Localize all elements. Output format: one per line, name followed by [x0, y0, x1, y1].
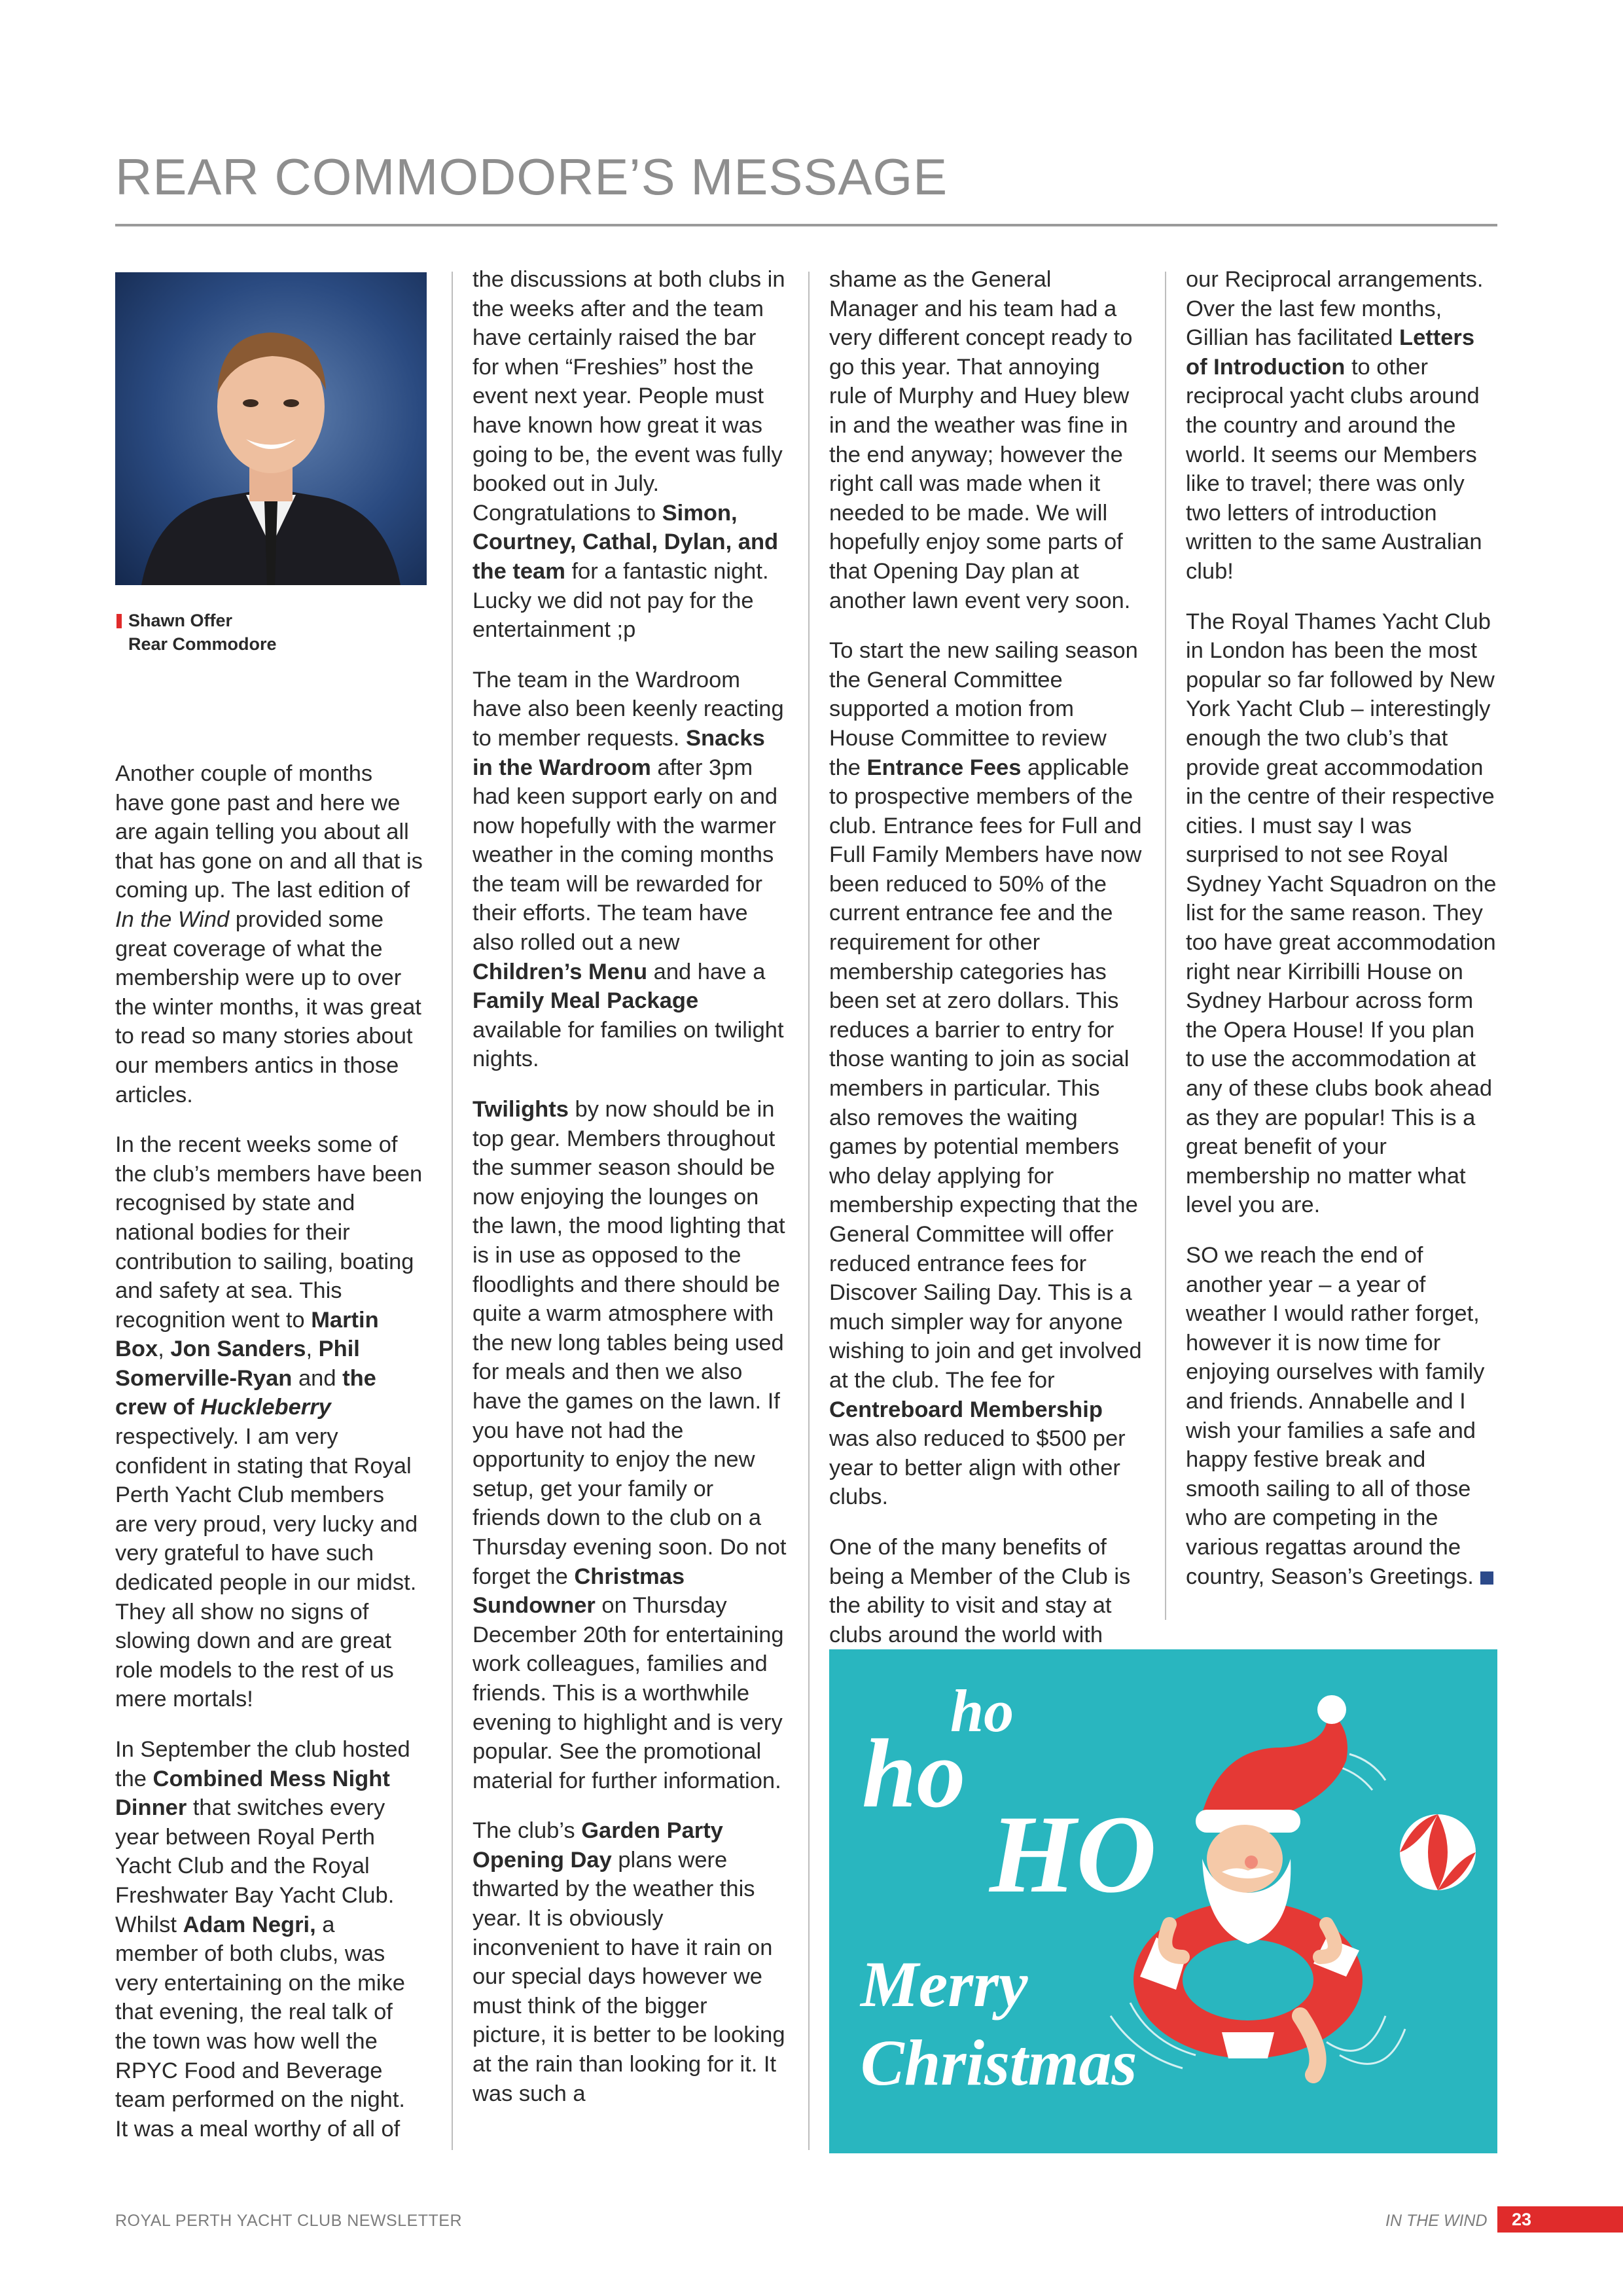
text-run: our Reciprocal arrangements. Over the last few months, Gillian has facilitated	[1186, 267, 1484, 351]
page-title: REAR COMMODORE’S MESSAGE	[115, 148, 948, 206]
text-run: Simon, Courtney, Cathal, Dylan, and the team	[473, 500, 779, 584]
article-paragraph	[1186, 607, 1497, 1220]
text-run: Garden Party Opening Day	[473, 1818, 723, 1873]
caption-marker	[116, 614, 122, 628]
article-paragraph	[473, 265, 787, 645]
caption-role: Rear Commodore	[128, 634, 277, 654]
text-run: Martin Box	[115, 1307, 379, 1362]
text-run: provided some great coverage of what the membership were up to over the winter months, it was great to read so many stories about our members antics in those articles.	[115, 906, 421, 1107]
article-paragraph	[1186, 265, 1497, 586]
text-run: Jon Sanders	[170, 1336, 306, 1362]
text-run: and	[292, 1365, 343, 1391]
text-run: Huckleberry	[200, 1395, 331, 1420]
beach-ball-icon	[1400, 1814, 1476, 1890]
text-run: Combined Mess Night Dinner	[115, 1766, 390, 1821]
text-run: Adam Negri,	[183, 1912, 316, 1937]
text-run: by now should be in top gear. Members throughout the summer season should be now enjoying the lounges on the lawn, the mood lighting that is in use as opposed to the floodlights and there should be quite a warm atmosphere with the new long tables being used for meals and then we also have the games on the lawn. If you have not had the opportunity to enjoy the new setup, get your family or friends down to the club on a Thursday evening soon. Do not forget the	[473, 1097, 787, 1589]
text-run: Entrance Fees	[866, 755, 1022, 780]
text-run: shame as the General Manager and his team had a very different concept ready to go this year. That annoying rule of Murphy and Huey blew in and the weather was fine in the end anyway; however the right call was made when it needed to be made. We will hopefully enjoy some parts of that Opening Day plan at another lawn event very soon.	[829, 267, 1133, 613]
text-run: Family Meal Package	[473, 988, 699, 1014]
text-run: ,	[158, 1336, 171, 1362]
column-divider	[808, 272, 810, 2150]
text-run: ,	[306, 1336, 319, 1362]
text-run: Twilights	[473, 1097, 569, 1122]
text-run: The Royal Thames Yacht Club in London has been the most popular so far followed by New York Yacht Club – interestingly enough the two club’s that provide great accommodation in the centre of their respective cities. I must say I was surprised to not see Royal Sydney Yacht Squadron on the list for the same reason. They too have great accommodation right near Kirribilli House on Sydney Harbour across form the Opera House! If you plan to use the accommodation at any of these clubs book ahead as they are popular! This is a great benefit of your membership no matter what level you are.	[1186, 609, 1497, 1218]
text-run: applicable to prospective members of the club. Entrance fees for Full and Full Family Members have now been reduced to 50% of the current entrance fee and the requirement for other membership categories has been set at zero dollars. This reduces a barrier to entry for those wanting to join as social members in particular. This also removes the waiting games by potential members who delay applying for membership expecting that the General Committee will offer reduced entrance fees for Discover Sailing Day. This is a much simpler way for anyone wishing to join and get involved at the club. The fee for	[829, 755, 1142, 1393]
text-run: the crew of	[115, 1365, 376, 1420]
photo-caption	[128, 609, 277, 656]
text-run: to other reciprocal yacht clubs around the country and around the world. It seems our Members like to travel; there was only two letters of introduction written to the same Australian club!	[1186, 354, 1482, 584]
text-run: One of the many benefits of being a Member of the Club is the ability to visit and stay at clubs around the world with	[829, 1534, 1131, 1647]
christmas-text: Christmas	[861, 2026, 1137, 2099]
text-run: a member of both clubs, was very entertaining on the mike that evening, the real talk of the town was how well the RPYC Food and Beverage team performed on the night. It was a meal worthy of all of	[115, 1912, 406, 2142]
ho-text-3: HO	[990, 1793, 1156, 1916]
text-run: The team in the Wardroom have also been keenly reacting to member requests.	[473, 667, 784, 751]
article-column-4	[1186, 265, 1497, 1612]
article-column-2	[473, 265, 787, 2129]
column-divider	[1165, 272, 1166, 1620]
text-run: available for families on twilight nights.	[473, 1017, 784, 1072]
column-divider	[452, 272, 453, 2150]
text-run: for a fantastic night. Lucky we did not pay for the entertainment ;p	[473, 558, 769, 643]
article-paragraph	[829, 1533, 1143, 1649]
end-of-article-icon	[1480, 1571, 1493, 1585]
text-run: respectively. I am very confident in stating that Royal Perth Yacht Club members are very proud, very lucky and very grateful to have such dedicated people in our midst. They all show no signs of slowing down and are great role models to the rest of us mere mortals!	[115, 1424, 418, 1712]
text-run: that switches every year between Royal Perth Yacht Club and the Royal Freshwater Bay Yacht Club. Whilst	[115, 1795, 395, 1937]
article-paragraph	[115, 1735, 423, 2144]
christmas-illustration	[829, 1649, 1497, 2153]
title-divider	[115, 224, 1497, 226]
text-run: Phil Somerville-Ryan	[115, 1336, 360, 1391]
caption-name: Shawn Offer	[128, 611, 233, 630]
text-run: Children’s Menu	[473, 959, 648, 984]
article-paragraph	[829, 265, 1143, 615]
article-paragraph	[115, 759, 423, 1109]
text-run: In the Wind	[115, 906, 230, 932]
article-paragraph	[1186, 1241, 1497, 1591]
text-run: the discussions at both clubs in the weeks after and the team have certainly raised the bar for when “Freshies” host the event next year. People must have known how great it was going to be, the event was fully booked out in July. Congratulations to	[473, 267, 785, 526]
ho-text-1: ho	[950, 1677, 1014, 1744]
text-run: SO we reach the end of another year – a year of weather I would rather forget, however it is now time for enjoying ourselves with family and friends. Annabelle and I wish your families a safe and happy festive break and smooth sailing to all of those who are competing in the various regattas around the country, Season’s Greetings.	[1186, 1243, 1485, 1589]
article-column-1	[115, 759, 423, 2164]
article-paragraph	[115, 1130, 423, 1714]
text-run: Another couple of months have gone past and here we are again telling you about all that has gone on and all that is coming up. The last edition of	[115, 761, 423, 903]
text-run: and have a	[647, 959, 766, 984]
text-run: Centreboard Membership	[829, 1397, 1103, 1422]
article-paragraph	[473, 1816, 787, 2108]
text-run: Snacks in the Wardroom	[473, 725, 765, 780]
text-run: The club’s	[473, 1818, 582, 1844]
article-paragraph	[473, 666, 787, 1074]
text-run: In the recent weeks some of the club’s members have been recognised by state and national bodies for their contribution to sailing, boating and safety at sea. This recognition went to	[115, 1132, 423, 1333]
article-column-3	[829, 265, 1143, 1670]
text-run: Letters of Introduction	[1186, 325, 1475, 380]
text-run: Christmas Sundowner	[473, 1564, 685, 1619]
text-run: after 3pm had keen support early on and now hopefully with the warmer weather in the coming months the team will be rewarded for their efforts. The team have also rolled out a new	[473, 755, 778, 956]
text-run: was also reduced to $500 per year to better align with other clubs.	[829, 1426, 1126, 1510]
article-paragraph	[829, 636, 1143, 1512]
portrait-photo	[115, 272, 427, 585]
ho-text-2: ho	[862, 1719, 966, 1828]
merry-text: Merry	[861, 1948, 1028, 2020]
footer-publication-name: IN THE WIND	[1385, 2212, 1488, 2230]
article-paragraph	[473, 1095, 787, 1795]
text-run: In September the club hosted the	[115, 1737, 410, 1791]
text-run: plans were thwarted by the weather this year. It is obviously inconvenient to have it rain on our special days however we must think of the bigger picture, it is better to be looking at the rain than looking for it. It was such a	[473, 1847, 785, 2106]
footer-newsletter-name: ROYAL PERTH YACHT CLUB NEWSLETTER	[115, 2212, 463, 2230]
text-run: To start the new sailing season the General Committee supported a motion from House Committee to review the	[829, 638, 1138, 780]
text-run: on Thursday December 20th for entertaining work colleagues, families and friends. This is a worthwhile evening to highlight and is very popular. See the promotional material for further information.	[473, 1593, 784, 1793]
page-number: 23	[1497, 2206, 1623, 2233]
